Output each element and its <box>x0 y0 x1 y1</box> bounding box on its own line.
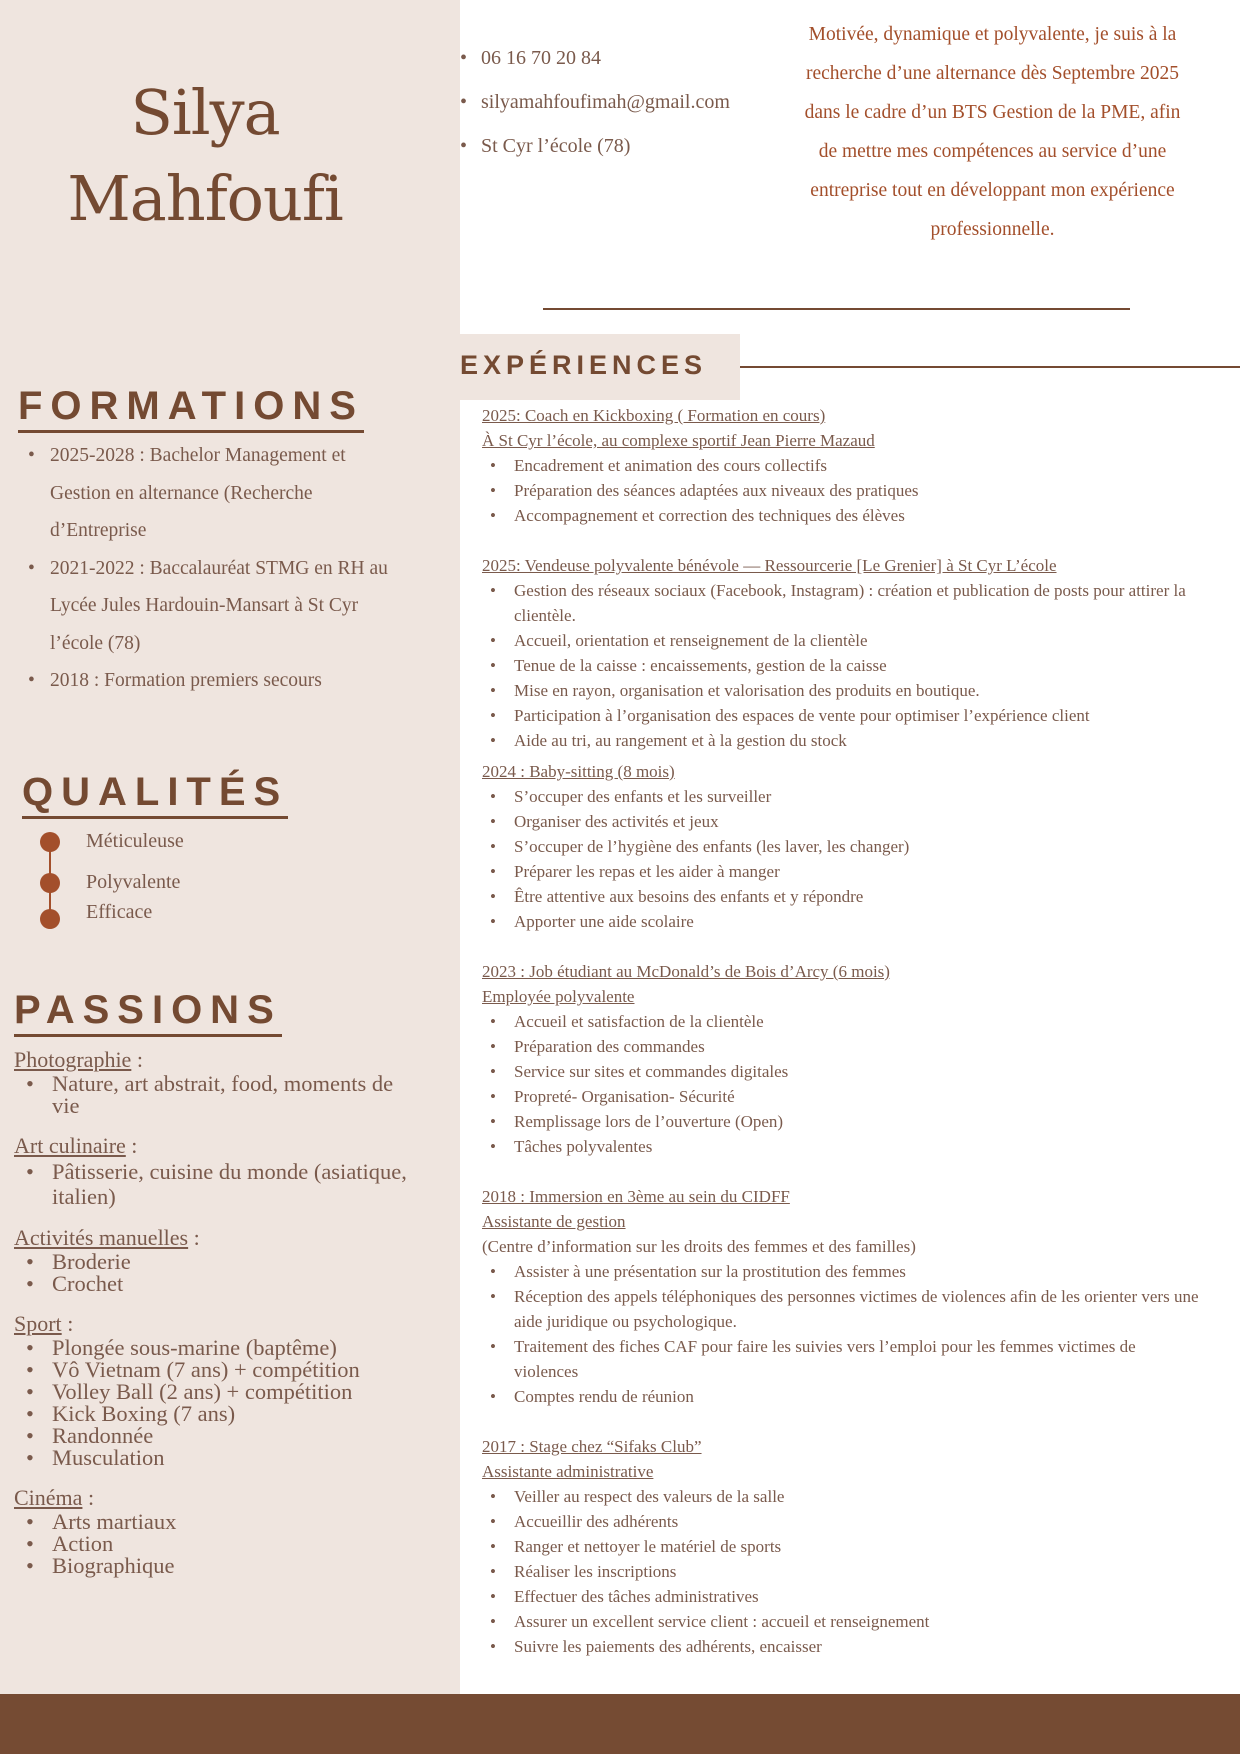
candidate-name <box>0 70 410 242</box>
bullet-dot-icon <box>40 909 60 929</box>
job-task: • Accueillir des adhérents <box>482 1509 1202 1534</box>
passion-category-suffix: : <box>131 1047 143 1072</box>
passion-category <box>14 1485 414 1511</box>
job-task: • Préparer les repas et les aider à manger <box>482 859 1202 884</box>
job-title: 2025: Vendeuse polyvalente bénévole — Ressourcerie [Le Grenier] à St Cyr L’école <box>482 556 1057 575</box>
passion-category-suffix: : <box>125 1133 138 1158</box>
contact-list <box>460 36 790 168</box>
passion-category-suffix: : <box>61 1311 74 1336</box>
passion-item: • Randonnée <box>14 1425 414 1447</box>
job-subtitle: Assistante administrative <box>482 1462 654 1481</box>
bullet-dot-icon <box>40 873 60 893</box>
divider <box>543 308 1130 310</box>
passion-category-label: Cinéma <box>14 1485 83 1510</box>
job-tasks <box>482 784 1202 934</box>
job-task: • S’occuper de l’hygiène des enfants (les laver, les changer) <box>482 834 1202 859</box>
divider <box>740 366 1240 368</box>
job-task: • Réaliser les inscriptions <box>482 1559 1202 1584</box>
passion-category-label: Sport <box>14 1311 62 1336</box>
job-task: • Assister à une présentation sur la prostitution des femmes <box>482 1259 1202 1284</box>
first-name: Silya <box>130 76 280 149</box>
passion-category-suffix: : <box>188 1225 200 1250</box>
job-subtitle: (Centre d’information sur les droits des femmes et des familles) <box>482 1237 916 1256</box>
phone-number[interactable]: • 06 16 70 20 84 <box>460 36 790 80</box>
location: • St Cyr l’école (78) <box>460 124 790 168</box>
job-task: • Apporter une aide scolaire <box>482 909 1202 934</box>
job-task: • Veiller au respect des valeurs de la salle <box>482 1484 1202 1509</box>
job-title: 2024 : Baby-sitting (8 mois) <box>482 762 675 781</box>
passion-item: • Broderie <box>14 1251 414 1273</box>
job-task: • Suivre les paiements des adhérents, encaisser <box>482 1634 1202 1659</box>
bullet-dot-icon <box>40 832 60 852</box>
job-task: • Gestion des réseaux sociaux (Facebook, Instagram) : création et publication de posts pour attirer la clientèle. <box>482 578 1202 628</box>
job-task: • Préparation des séances adaptées aux niveaux des pratiques <box>482 478 1202 503</box>
job-task: • Participation à l’organisation des espaces de vente pour optimiser l’expérience client <box>482 703 1202 728</box>
passion-category <box>14 1133 414 1159</box>
formations-title: FORMATIONS <box>18 384 364 433</box>
job-tasks <box>482 578 1202 753</box>
passion-category-label: Art culinaire <box>14 1133 126 1158</box>
passion-category-label: Activités manuelles <box>14 1225 189 1250</box>
job-title: 2017 : Stage chez “Sifaks Club” <box>482 1437 702 1456</box>
passion-category-suffix: : <box>82 1485 95 1510</box>
job-tasks <box>482 1009 1202 1159</box>
passions-section <box>14 1047 414 1577</box>
passions-title: PASSIONS <box>14 988 282 1037</box>
job-task: • Service sur sites et commandes digitales <box>482 1059 1202 1084</box>
job-task: • Propreté- Organisation- Sécurité <box>482 1084 1202 1109</box>
experiences-section <box>482 403 1202 1659</box>
job-title: 2025: Coach en Kickboxing ( Formation en cours) <box>482 406 826 425</box>
job-task: • Organiser des activités et jeux <box>482 809 1202 834</box>
job-task: • Préparation des commandes <box>482 1034 1202 1059</box>
formation-item: • 2021-2022 : Baccalauréat STMG en RH au Lycée Jules Hardouin-Mansart à St Cyr l’école (78) <box>22 550 402 663</box>
passion-item: • Kick Boxing (7 ans) <box>14 1403 414 1425</box>
passion-category <box>14 1225 414 1251</box>
qualites-title: QUALITÉS <box>22 770 288 819</box>
job-task: • Être attentive aux besoins des enfants et y répondre <box>482 884 1202 909</box>
job-task: • Tenue de la caisse : encaissements, gestion de la caisse <box>482 653 1202 678</box>
job-task: • Assurer un excellent service client : accueil et renseignement <box>482 1609 1202 1634</box>
passion-item: • Vô Vietnam (7 ans) + compétition <box>14 1359 414 1381</box>
passion-category <box>14 1047 414 1073</box>
passion-item: • Pâtisserie, cuisine du monde (asiatique, italien) <box>14 1159 414 1209</box>
passion-list <box>14 1337 414 1469</box>
job-task: • Ranger et nettoyer le matériel de sports <box>482 1534 1202 1559</box>
passion-item: • Volley Ball (2 ans) + compétition <box>14 1381 414 1403</box>
job-task: • Encadrement et animation des cours collectifs <box>482 453 1202 478</box>
passion-item: • Nature, art abstrait, food, moments de vie <box>14 1073 414 1117</box>
last-name: Mahfoufi <box>67 162 343 235</box>
job-task: • Tâches polyvalentes <box>482 1134 1202 1159</box>
job-task: • S’occuper des enfants et les surveiller <box>482 784 1202 809</box>
formation-item: • 2018 : Formation premiers secours <box>22 662 402 700</box>
passion-list <box>14 1159 414 1209</box>
job-entry <box>482 1434 1202 1659</box>
job-subtitle: À St Cyr l’école, au complexe sportif Jean Pierre Mazaud <box>482 431 875 450</box>
job-title: 2018 : Immersion en 3ème au sein du CIDFF <box>482 1187 790 1206</box>
job-task: • Mise en rayon, organisation et valorisation des produits en boutique. <box>482 678 1202 703</box>
job-subtitle: Assistante de gestion <box>482 1212 626 1231</box>
job-entry <box>482 959 1202 1159</box>
passion-item: • Plongée sous-marine (baptême) <box>14 1337 414 1359</box>
passion-item: • Crochet <box>14 1273 414 1295</box>
job-subtitle: Employée polyvalente <box>482 987 635 1006</box>
passion-category-label: Photographie <box>14 1047 132 1072</box>
qualite-label: Polyvalente <box>86 871 181 893</box>
qualite-label: Efficace <box>86 901 153 923</box>
passion-list <box>14 1251 414 1295</box>
job-title: 2023 : Job étudiant au McDonald’s de Bois d’Arcy (6 mois) <box>482 962 890 981</box>
job-entry <box>482 403 1202 528</box>
passion-item: • Biographique <box>14 1555 414 1577</box>
job-task: • Remplissage lors de l’ouverture (Open) <box>482 1109 1202 1134</box>
email-address[interactable]: • silyamahfoufimah@gmail.com <box>460 80 790 124</box>
passion-category <box>14 1311 414 1337</box>
job-task: • Traitement des fiches CAF pour faire les suivies vers l’emploi pour les femmes victimes de violences <box>482 1334 1202 1384</box>
job-tasks <box>482 1484 1202 1659</box>
qualite-label: Méticuleuse <box>86 830 184 852</box>
job-entry <box>482 759 1202 934</box>
job-task: • Comptes rendu de réunion <box>482 1384 1202 1409</box>
profile-summary: Motivée, dynamique et polyvalente, je suis à la recherche d’une alternance dès Septembre 2025 dans le cadre d’un BTS Gestion de la PME, afin de mettre mes compétences au service d’une entreprise tout en développant mon expérience professionnelle. <box>804 24 1181 240</box>
job-entry <box>482 553 1202 753</box>
formation-item: • 2025-2028 : Bachelor Management et Gestion en alternance (Recherche d’Entreprise <box>22 437 402 550</box>
job-tasks <box>482 453 1202 528</box>
formations-list <box>22 437 402 700</box>
job-task: • Accompagnement et correction des techniques des élèves <box>482 503 1202 528</box>
job-task: • Accueil, orientation et renseignement de la clientèle <box>482 628 1202 653</box>
job-task: • Aide au tri, au rangement et à la gestion du stock <box>482 728 1202 753</box>
job-task: • Réception des appels téléphoniques des personnes victimes de violences afin de les orienter vers une aide juridique ou psychologique. <box>482 1284 1202 1334</box>
job-entry <box>482 1184 1202 1409</box>
passion-item: • Musculation <box>14 1447 414 1469</box>
passion-list <box>14 1511 414 1577</box>
passion-item: • Action <box>14 1533 414 1555</box>
passion-list <box>14 1073 414 1117</box>
passion-item: • Arts martiaux <box>14 1511 414 1533</box>
footer-band <box>0 1694 1240 1754</box>
job-tasks <box>482 1259 1202 1409</box>
job-task: • Effectuer des tâches administratives <box>482 1584 1202 1609</box>
job-task: • Accueil et satisfaction de la clientèle <box>482 1009 1202 1034</box>
experiences-title: EXPÉRIENCES <box>460 350 708 380</box>
